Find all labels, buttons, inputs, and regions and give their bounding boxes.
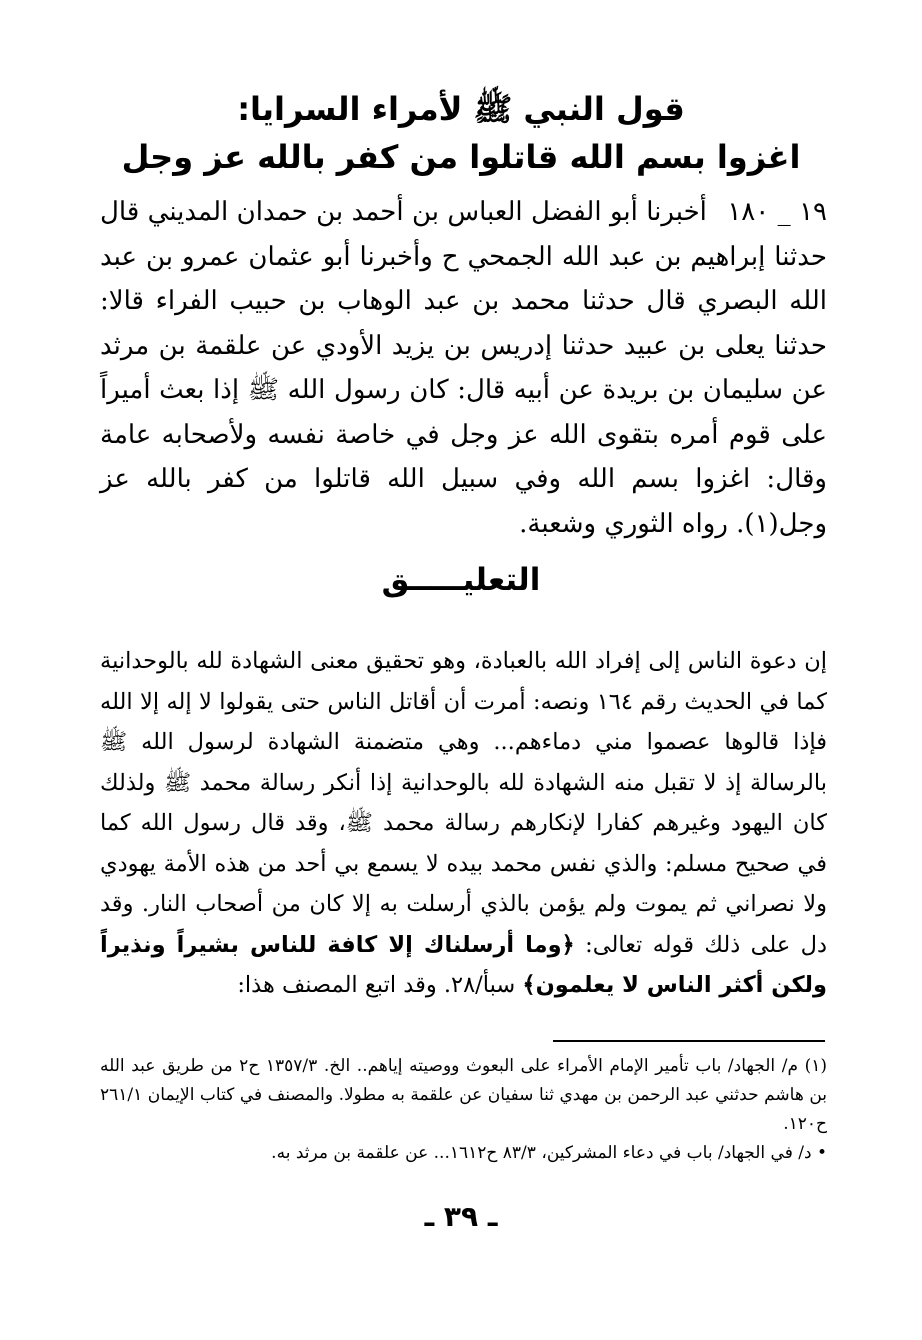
- commentary-text: إن دعوة الناس إلى إفراد الله بالعبادة، وهو تحقيق معنى الشهادة لله بالوحدانية كما في الحديث رقم ١٦٤ ونصه: أمرت أن أقاتل الناس حتى يقولوا لا إله إلا الله فإذا قالوها عصموا مني دماءهم... وهي متضمنة الشهادة لرسول الله ﷺ بالرسالة إذ لا تقبل منه الشهادة لله بالوحدانية إذا أنكر رسالة محمد ﷺ ولذلك كان اليهود وغيرهم كفارا لإنكارهم رسالة محمد ﷺ، وقد قال رسول الله كما في صحيح مسلم: والذي نفس محمد بيده لا يسمع بي أحد من هذه الأمة يهودي ولا نصراني ثم يموت ولم يؤمن بالذي أرسلت به إلا كان من أصحاب النار. وقد دل على ذلك قوله تعالى:: [100, 648, 828, 958]
- footnote-2: • د/ في الجهاد/ باب في دعاء المشركين، ٨٣/٣ ح١٦١٢... عن علقمة بن مرثد به.: [271, 1143, 827, 1163]
- quran-verse: ﴿وما أرسلناك إلا كافة للناس بشيراً ونذيراً ولكن أكثر الناس لا يعلمون﴾: [100, 931, 827, 998]
- hadith-number: ١٩ _ ١٨٠: [727, 197, 827, 227]
- commentary-heading: التعليـــــق: [381, 562, 541, 598]
- footnote-divider: [553, 1040, 825, 1042]
- chapter-title-line-2: اغزوا بسم الله قاتلوا من كفر بالله عز وجل: [121, 138, 801, 176]
- chapter-title-line-1: قول النبي ﷺ لأمراء السرايا:: [237, 90, 685, 128]
- chapter-title: [110, 85, 812, 181]
- footnotes: [100, 1052, 827, 1168]
- hadith-text: أخبرنا أبو الفضل العباس بن أحمد بن حمدان المديني قال حدثنا إبراهيم بن عبد الله الجمحي ح وأخبرنا أبو عثمان عمرو بن عبد الله البصري قال حدثنا محمد بن عبد الوهاب بن حبيب الفراء قالا: حدثنا يعلى بن عبيد حدثنا إدريس بن يزيد الأودي عن علقمة بن مرثد عن سليمان بن بريدة عن أبيه قال: كان رسول الله ﷺ إذا بعث أميراً على قوم أمره بتقوى الله عز وجل في خاصة نفسه ولأصحابه عامة وقال: اغزوا بسم الله وفي سبيل الله قاتلوا من كفر بالله عز وجل(١). رواه الثوري وشعبة.: [100, 197, 827, 539]
- page-number: ـ ٣٩ ـ: [424, 1200, 498, 1233]
- commentary-text-block: [100, 641, 827, 1006]
- commentary-text-end: سبأ/٢٨. وقد اتبع المصنف هذا:: [237, 972, 516, 998]
- footnote-1: (١) م/ الجهاد/ باب تأمير الإمام الأمراء على البعوث ووصيته إياهم.. الخ. ١٣٥٧/٣ ح٢ من طريق عبد الله بن هاشم حدثني عبد الرحمن بن مهدي ثنا سفيان عن علقمة به مطولا. والمصنف في كتاب الإيمان ٢٦١/١ ح١٢٠.: [100, 1056, 827, 1134]
- hadith-text-block: [100, 190, 827, 546]
